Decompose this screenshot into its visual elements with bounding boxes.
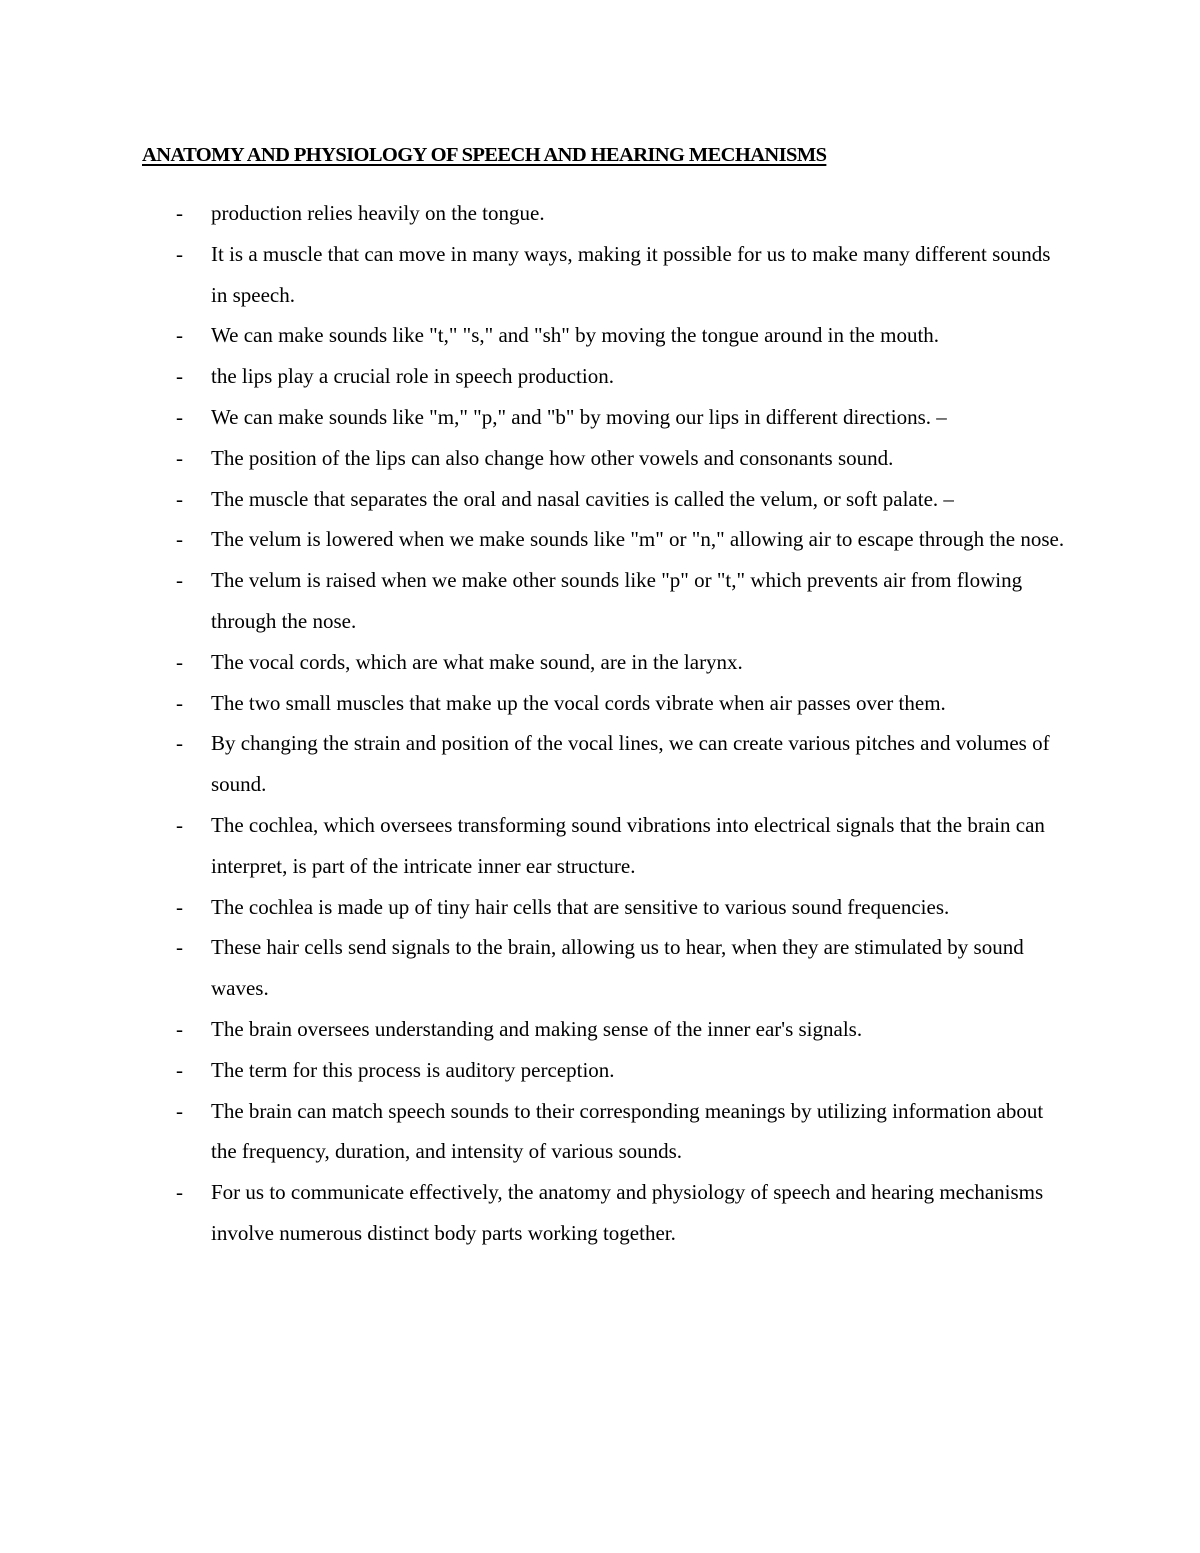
list-item [0, 683, 1071, 724]
list-item-text: production relies heavily on the tongue. [211, 201, 545, 225]
list-item-text: The velum is raised when we make other sounds like "p" or "t," which prevents air from flowing through the nose. [211, 568, 1023, 633]
list-item [0, 315, 1071, 356]
document-title: ANATOMY AND PHYSIOLOGY OF SPEECH AND HEARING MECHANISMS [142, 144, 827, 166]
bullet-dash: - [176, 1016, 183, 1041]
bullet-dash: - [176, 1180, 183, 1205]
bullet-dash: - [176, 731, 183, 756]
list-item [0, 397, 1071, 438]
list-item-text: These hair cells send signals to the brain, allowing us to hear, when they are stimulated by sound waves. [211, 935, 1024, 1001]
list-item-text: By changing the strain and position of the vocal lines, we can create various pitches and volumes of sound. [211, 731, 1050, 797]
bullet-dash: - [176, 241, 183, 266]
list-item-text: We can make sounds like "m," "p," and "b" by moving our lips in different directions. – [211, 404, 947, 429]
list-item [0, 438, 1071, 479]
list-item [0, 356, 1071, 397]
list-item [0, 927, 1071, 1009]
list-item-text: The muscle that separates the oral and nasal cavities is called the velum, or soft palate. – [211, 486, 954, 511]
bullet-dash: - [176, 690, 183, 715]
list-item [0, 560, 1071, 642]
bullet-dash: - [176, 812, 183, 837]
bullet-dash: - [176, 445, 183, 470]
list-item-text: The vocal cords, which are what make sound, are in the larynx. [211, 649, 743, 674]
bullet-dash: - [176, 1098, 183, 1123]
list-item-text: The position of the lips can also change how other vowels and consonants sound. [211, 445, 894, 470]
bullet-dash: - [176, 568, 183, 593]
bullet-dash: - [176, 649, 183, 674]
bullet-dash: - [176, 935, 183, 960]
list-item-text: The brain can match speech sounds to their corresponding meanings by utilizing information about the frequency, duration, and intensity of various sounds. [211, 1098, 1044, 1164]
list-item [0, 887, 1071, 928]
list-item [0, 1009, 1071, 1050]
list-item [0, 1050, 1071, 1091]
list-item [0, 1091, 1071, 1173]
list-item-text: For us to communicate effectively, the anatomy and physiology of speech and hearing mechanisms involve numerous distinct body parts working together. [211, 1180, 1044, 1245]
list-item-text: It is a muscle that can move in many ways, making it possible for us to make many different sounds in speech. [211, 241, 1051, 307]
bullet-dash: - [176, 894, 183, 919]
list-item-text: The cochlea is made up of tiny hair cells that are sensitive to various sound frequencies. [211, 894, 950, 919]
list-item [0, 805, 1071, 887]
list-item-text: the lips play a crucial role in speech production. [211, 364, 614, 389]
list-item-text: The brain oversees understanding and making sense of the inner ear's signals. [211, 1016, 863, 1041]
list-item-text: The velum is lowered when we make sounds like "m" or "n," allowing air to escape through the nose. [211, 527, 1065, 552]
list-item [0, 723, 1071, 805]
list-item-text: The two small muscles that make up the vocal cords vibrate when air passes over them. [211, 690, 946, 715]
bullet-dash: - [176, 486, 183, 511]
list-item [0, 642, 1071, 683]
bullet-dash: - [176, 404, 183, 429]
list-item-text: The term for this process is auditory perception. [211, 1057, 615, 1082]
list-item [0, 479, 1071, 520]
list-item [0, 193, 1071, 234]
list-item-text: We can make sounds like "t," "s," and "sh" by moving the tongue around in the mouth. [211, 323, 940, 348]
bullet-dash: - [176, 364, 183, 389]
bullet-dash: - [176, 1057, 183, 1082]
bullet-dash: - [176, 323, 183, 348]
list-item [0, 1172, 1071, 1254]
bullet-dash: - [176, 527, 183, 552]
list-item [0, 519, 1071, 560]
list-item-text: The cochlea, which oversees transforming sound vibrations into electrical signals that the brain can interpret, is part of the intricate inner ear structure. [211, 812, 1045, 878]
bullet-list [0, 193, 1200, 1254]
bullet-dash: - [176, 201, 183, 225]
list-item [0, 234, 1071, 316]
